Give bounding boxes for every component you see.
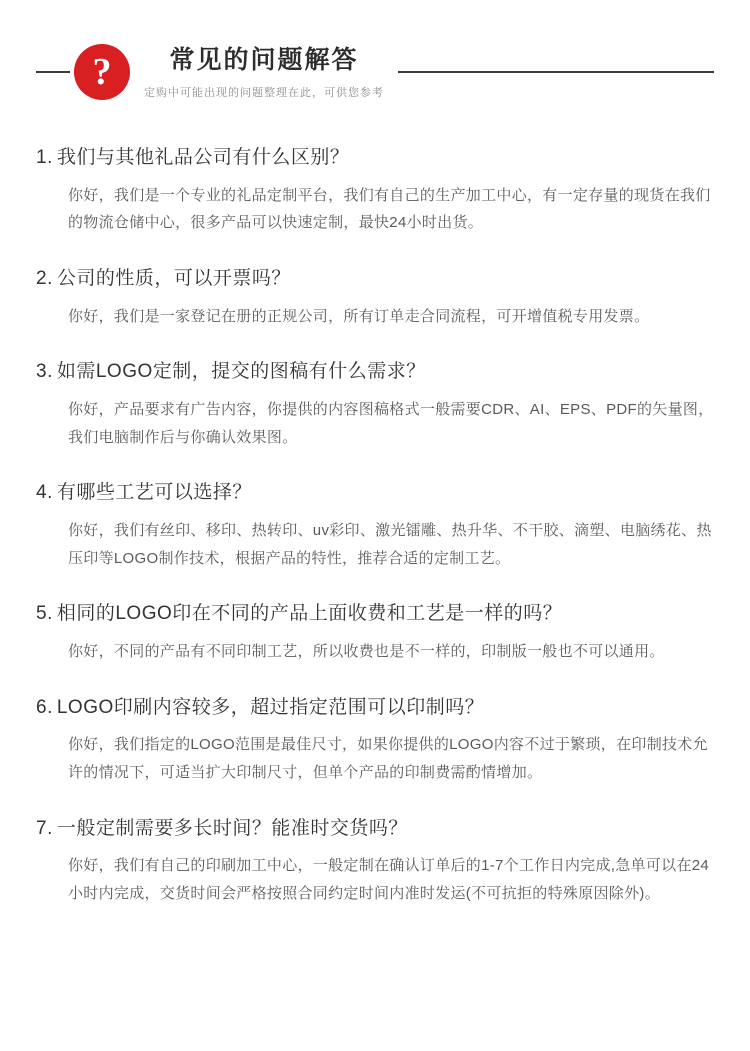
header-rule-right <box>398 71 714 73</box>
page-header <box>0 0 750 100</box>
faq-list <box>0 100 750 976</box>
faq-item <box>36 694 714 787</box>
faq-number: 2. <box>36 268 53 290</box>
page-title: 常见的问题解答 <box>169 45 359 74</box>
faq-item <box>36 358 714 451</box>
faq-number: 7. <box>36 817 53 839</box>
faq-item <box>36 600 714 665</box>
faq-answer: 你好，我们指定的LOGO范围是最佳尺寸，如果你提供的LOGO内容不过于繁琐，在印制技术允许的情况下，可适当扩大印制尺寸，但单个产品的印制费需酌情增加。 <box>68 736 708 782</box>
faq-item <box>36 144 714 237</box>
page-subtitle: 定购中可能出现的问题整理在此，可供您参考 <box>144 86 384 99</box>
faq-question: 如需LOGO定制，提交的图稿有什么需求？ <box>56 361 426 383</box>
faq-question-row <box>36 144 714 172</box>
faq-question: 有哪些工艺可以选择？ <box>56 482 252 504</box>
faq-question: 一般定制需要多长时间？能准时交货吗？ <box>56 817 408 839</box>
faq-question-row <box>36 265 714 293</box>
faq-question: 我们与其他礼品公司有什么区别？ <box>56 147 350 168</box>
faq-number: 4. <box>36 482 53 504</box>
faq-item <box>36 265 714 330</box>
faq-answer: 你好，我们有自己的印刷加工中心，一般定制在确认订单后的1-7个工作日内完成,急单可以在24小时内完成，交货时间会严格按照合同约定时间内准时发运(不可抗拒的特殊原因除外)。 <box>68 857 710 903</box>
faq-item <box>36 815 714 908</box>
faq-question: 相同的LOGO印在不同的产品上面收费和工艺是一样的吗？ <box>56 603 563 625</box>
faq-item <box>36 479 714 572</box>
faq-question-row <box>36 815 714 843</box>
question-mark-glyph: ? <box>92 51 112 93</box>
faq-question-row <box>36 600 714 628</box>
faq-question-row <box>36 694 714 722</box>
faq-number: 5. <box>36 603 53 625</box>
faq-question-row <box>36 358 714 386</box>
faq-question: 公司的性质，可以开票吗？ <box>56 268 291 290</box>
faq-number: 1. <box>36 147 53 168</box>
faq-number: 6. <box>36 696 53 718</box>
header-rule-left <box>36 71 70 73</box>
faq-answer: 你好，我们有丝印、移印、热转印、uv彩印、激光镭雕、热升华、不干胶、滴塑、电脑绣花、热压印等LOGO制作技术，根据产品的特性，推荐合适的定制工艺。 <box>68 521 712 567</box>
faq-question-row <box>36 479 714 507</box>
faq-answer: 你好，不同的产品有不同印制工艺，所以收费也是不一样的，印制版一般也不可以通用。 <box>68 642 665 660</box>
faq-answer: 你好，我们是一家登记在册的正规公司，所有订单走合同流程，可开增值税专用发票。 <box>68 307 650 325</box>
faq-answer: 你好，产品要求有广告内容，你提供的内容图稿格式一般需要CDR、AI、EPS、PDF的矢量图，我们电脑制作后与你确认效果图。 <box>68 400 714 446</box>
faq-answer: 你好，我们是一个专业的礼品定制平台，我们有自己的生产加工中心，有一定存量的现货在我们的物流仓储中心，很多产品可以快速定制，最快24小时出货。 <box>68 186 711 232</box>
question-mark-icon <box>74 44 130 100</box>
faq-question: LOGO印刷内容较多，超过指定范围可以印制吗？ <box>56 696 485 718</box>
faq-number: 3. <box>36 361 53 383</box>
header-text-block <box>130 45 398 100</box>
